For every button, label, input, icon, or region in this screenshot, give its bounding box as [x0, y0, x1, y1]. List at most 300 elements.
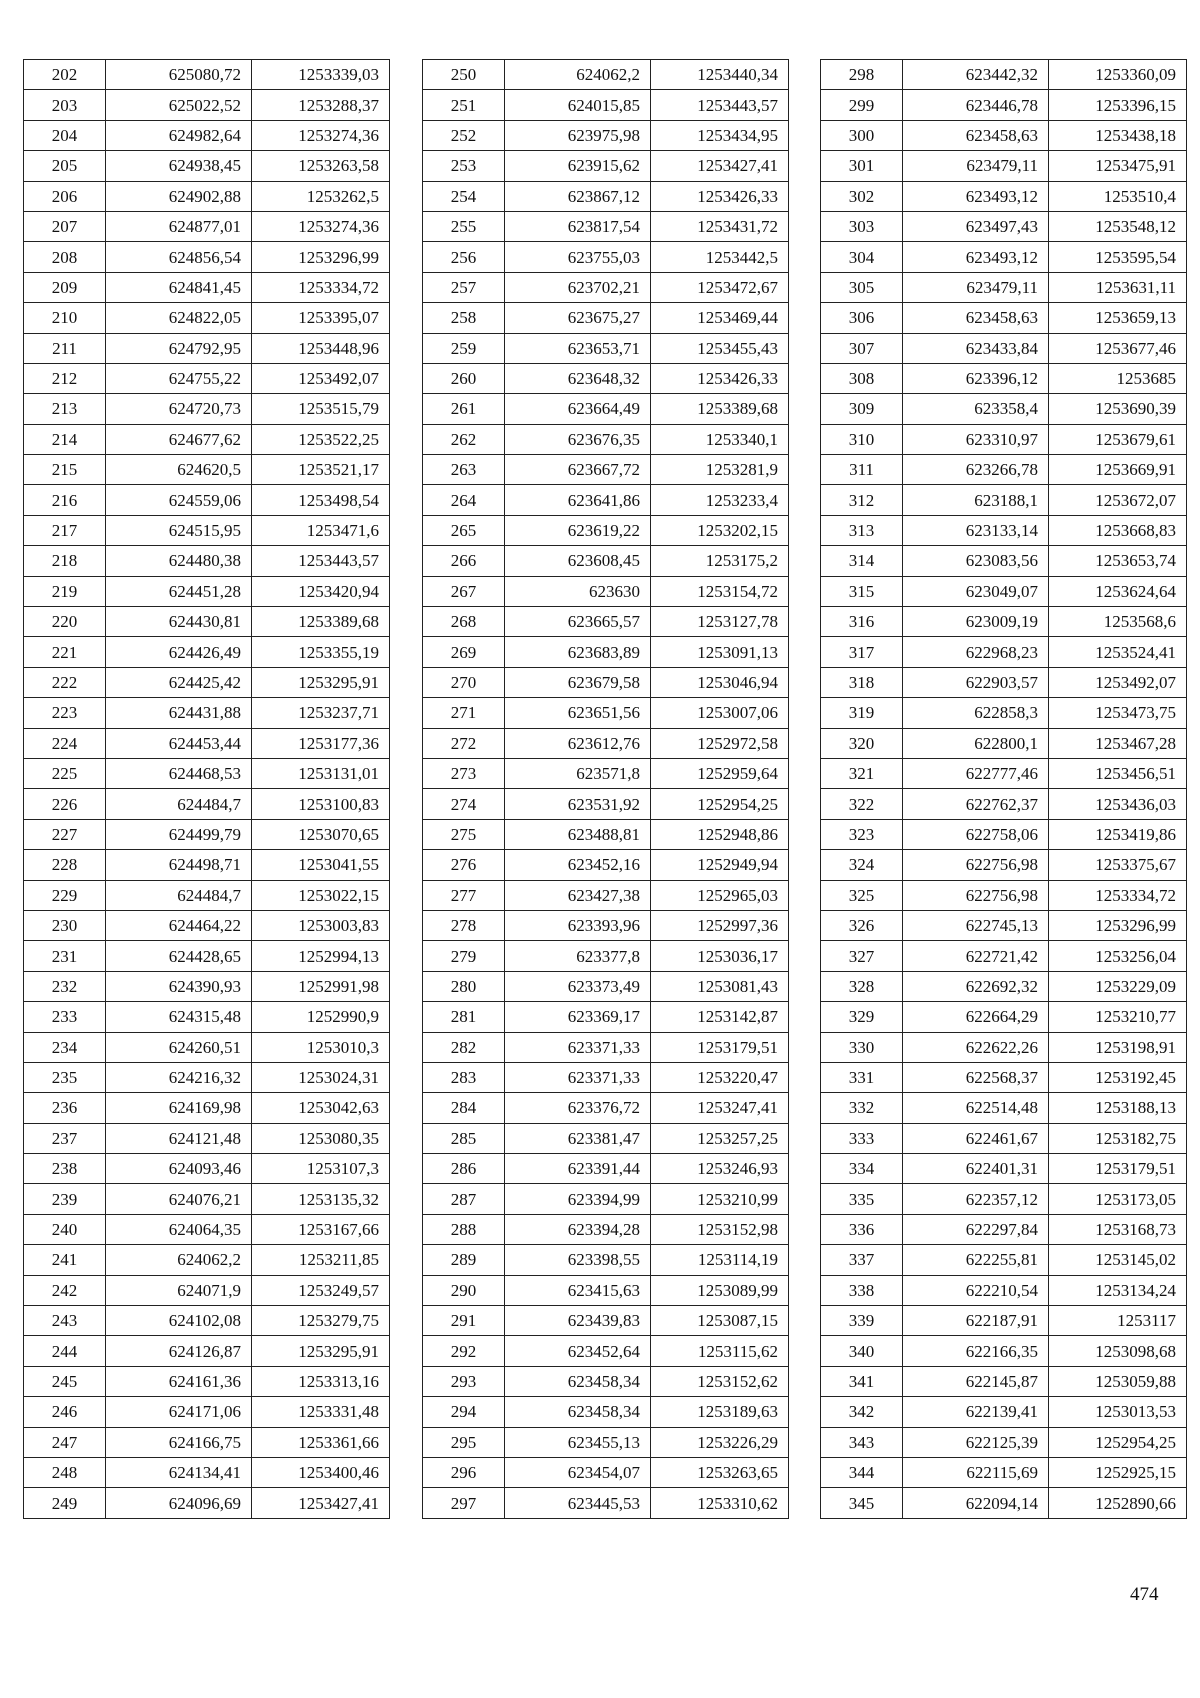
x-coordinate-cell: 623488,81 — [505, 819, 651, 849]
point-number-cell: 296 — [423, 1457, 505, 1487]
y-coordinate-cell: 1253142,87 — [651, 1002, 789, 1032]
table-row — [423, 1245, 789, 1275]
y-coordinate-cell: 1252972,58 — [651, 728, 789, 758]
x-coordinate-cell: 624096,69 — [106, 1488, 252, 1518]
table-row — [423, 1093, 789, 1123]
table-row — [24, 1275, 390, 1305]
y-coordinate-cell: 1253492,07 — [252, 363, 390, 393]
y-coordinate-cell: 1253177,36 — [252, 728, 390, 758]
point-number-cell: 240 — [24, 1214, 106, 1244]
y-coordinate-cell: 1253256,04 — [1049, 941, 1187, 971]
point-number-cell: 255 — [423, 211, 505, 241]
x-coordinate-cell: 623641,86 — [505, 485, 651, 515]
table-row — [821, 1245, 1187, 1275]
y-coordinate-cell: 1253440,34 — [651, 60, 789, 90]
x-coordinate-cell: 623458,34 — [505, 1397, 651, 1427]
table-row — [24, 880, 390, 910]
point-number-cell: 334 — [821, 1154, 903, 1184]
point-number-cell: 213 — [24, 394, 106, 424]
table-row — [423, 515, 789, 545]
x-coordinate-cell: 623458,34 — [505, 1366, 651, 1396]
y-coordinate-cell: 1253070,65 — [252, 819, 390, 849]
point-number-cell: 249 — [24, 1488, 106, 1518]
x-coordinate-cell: 623493,12 — [903, 181, 1049, 211]
y-coordinate-cell: 1253396,15 — [1049, 90, 1187, 120]
table-row — [821, 758, 1187, 788]
y-coordinate-cell: 1253438,18 — [1049, 120, 1187, 150]
point-number-cell: 208 — [24, 242, 106, 272]
point-number-cell: 338 — [821, 1275, 903, 1305]
point-number-cell: 313 — [821, 515, 903, 545]
table-row — [24, 1093, 390, 1123]
point-number-cell: 343 — [821, 1427, 903, 1457]
point-number-cell: 324 — [821, 850, 903, 880]
point-number-cell: 234 — [24, 1032, 106, 1062]
y-coordinate-cell: 1253355,19 — [252, 637, 390, 667]
y-coordinate-cell: 1253436,03 — [1049, 789, 1187, 819]
point-number-cell: 325 — [821, 880, 903, 910]
y-coordinate-cell: 1253173,05 — [1049, 1184, 1187, 1214]
y-coordinate-cell: 1253631,11 — [1049, 272, 1187, 302]
x-coordinate-cell: 623497,43 — [903, 211, 1049, 241]
x-coordinate-cell: 624877,01 — [106, 211, 252, 241]
table-row — [423, 1366, 789, 1396]
table-row — [24, 1002, 390, 1032]
x-coordinate-cell: 624453,44 — [106, 728, 252, 758]
point-number-cell: 317 — [821, 637, 903, 667]
y-coordinate-cell: 1253395,07 — [252, 303, 390, 333]
y-coordinate-cell: 1253046,94 — [651, 667, 789, 697]
y-coordinate-cell: 1253472,67 — [651, 272, 789, 302]
x-coordinate-cell: 624428,65 — [106, 941, 252, 971]
x-coordinate-cell: 622166,35 — [903, 1336, 1049, 1366]
table-row — [821, 424, 1187, 454]
y-coordinate-cell: 1253659,13 — [1049, 303, 1187, 333]
y-coordinate-cell: 1253220,47 — [651, 1062, 789, 1092]
x-coordinate-cell: 623442,32 — [903, 60, 1049, 90]
y-coordinate-cell: 1253127,78 — [651, 607, 789, 637]
point-number-cell: 226 — [24, 789, 106, 819]
x-coordinate-cell: 624499,79 — [106, 819, 252, 849]
x-coordinate-cell: 622777,46 — [903, 758, 1049, 788]
x-coordinate-cell: 623675,27 — [505, 303, 651, 333]
y-coordinate-cell: 1253041,55 — [252, 850, 390, 880]
y-coordinate-cell: 1253210,99 — [651, 1184, 789, 1214]
point-number-cell: 299 — [821, 90, 903, 120]
point-number-cell: 283 — [423, 1062, 505, 1092]
x-coordinate-cell: 624464,22 — [106, 910, 252, 940]
y-coordinate-cell: 1253115,62 — [651, 1336, 789, 1366]
y-coordinate-cell: 1253007,06 — [651, 698, 789, 728]
y-coordinate-cell: 1253179,51 — [651, 1032, 789, 1062]
y-coordinate-cell: 1253135,32 — [252, 1184, 390, 1214]
point-number-cell: 341 — [821, 1366, 903, 1396]
point-number-cell: 336 — [821, 1214, 903, 1244]
x-coordinate-cell: 624755,22 — [106, 363, 252, 393]
x-coordinate-cell: 624620,5 — [106, 455, 252, 485]
y-coordinate-cell: 1252954,25 — [1049, 1427, 1187, 1457]
point-number-cell: 227 — [24, 819, 106, 849]
point-number-cell: 209 — [24, 272, 106, 302]
point-number-cell: 264 — [423, 485, 505, 515]
y-coordinate-cell: 1253375,67 — [1049, 850, 1187, 880]
table-row — [24, 120, 390, 150]
x-coordinate-cell: 623454,07 — [505, 1457, 651, 1487]
y-coordinate-cell: 1253279,75 — [252, 1306, 390, 1336]
y-coordinate-cell: 1253152,62 — [651, 1366, 789, 1396]
table-row — [821, 1214, 1187, 1244]
x-coordinate-cell: 624166,75 — [106, 1427, 252, 1457]
x-coordinate-cell: 623867,12 — [505, 181, 651, 211]
point-number-cell: 292 — [423, 1336, 505, 1366]
table-row — [821, 1002, 1187, 1032]
table-row — [821, 151, 1187, 181]
table-row — [24, 1062, 390, 1092]
point-number-cell: 310 — [821, 424, 903, 454]
y-coordinate-cell: 1253340,1 — [651, 424, 789, 454]
table-row — [821, 1184, 1187, 1214]
point-number-cell: 304 — [821, 242, 903, 272]
x-coordinate-cell: 623371,33 — [505, 1062, 651, 1092]
x-coordinate-cell: 622297,84 — [903, 1214, 1049, 1244]
table-row — [24, 850, 390, 880]
x-coordinate-cell: 624515,95 — [106, 515, 252, 545]
x-coordinate-cell: 623915,62 — [505, 151, 651, 181]
point-number-cell: 288 — [423, 1214, 505, 1244]
point-number-cell: 265 — [423, 515, 505, 545]
point-number-cell: 241 — [24, 1245, 106, 1275]
y-coordinate-cell: 1253202,15 — [651, 515, 789, 545]
table-row — [423, 303, 789, 333]
y-coordinate-cell: 1253022,15 — [252, 880, 390, 910]
table-row — [24, 910, 390, 940]
y-coordinate-cell: 1253310,62 — [651, 1488, 789, 1518]
table-row — [423, 363, 789, 393]
point-number-cell: 321 — [821, 758, 903, 788]
point-number-cell: 233 — [24, 1002, 106, 1032]
x-coordinate-cell: 622664,29 — [903, 1002, 1049, 1032]
y-coordinate-cell: 1253473,75 — [1049, 698, 1187, 728]
y-coordinate-cell: 1253263,58 — [252, 151, 390, 181]
point-number-cell: 320 — [821, 728, 903, 758]
table-row — [821, 211, 1187, 241]
x-coordinate-cell: 623381,47 — [505, 1123, 651, 1153]
point-number-cell: 298 — [821, 60, 903, 90]
point-number-cell: 302 — [821, 181, 903, 211]
table-row — [24, 1245, 390, 1275]
x-coordinate-cell: 622514,48 — [903, 1093, 1049, 1123]
table-row — [423, 1214, 789, 1244]
point-number-cell: 305 — [821, 272, 903, 302]
table-row — [423, 1002, 789, 1032]
y-coordinate-cell: 1252925,15 — [1049, 1457, 1187, 1487]
point-number-cell: 202 — [24, 60, 106, 90]
x-coordinate-cell: 623531,92 — [505, 789, 651, 819]
y-coordinate-cell: 1253247,41 — [651, 1093, 789, 1123]
x-coordinate-cell: 623394,28 — [505, 1214, 651, 1244]
x-coordinate-cell: 623446,78 — [903, 90, 1049, 120]
table-row — [24, 789, 390, 819]
table-row — [423, 941, 789, 971]
point-number-cell: 229 — [24, 880, 106, 910]
point-number-cell: 261 — [423, 394, 505, 424]
point-number-cell: 314 — [821, 546, 903, 576]
y-coordinate-cell: 1253427,41 — [252, 1488, 390, 1518]
point-number-cell: 221 — [24, 637, 106, 667]
x-coordinate-cell: 623630 — [505, 576, 651, 606]
y-coordinate-cell: 1253010,3 — [252, 1032, 390, 1062]
point-number-cell: 289 — [423, 1245, 505, 1275]
table-row — [821, 1336, 1187, 1366]
table-row — [423, 546, 789, 576]
x-coordinate-cell: 623445,53 — [505, 1488, 651, 1518]
y-coordinate-cell: 1253059,88 — [1049, 1366, 1187, 1396]
point-number-cell: 308 — [821, 363, 903, 393]
table-row — [821, 880, 1187, 910]
x-coordinate-cell: 622094,14 — [903, 1488, 1049, 1518]
x-coordinate-cell: 624938,45 — [106, 151, 252, 181]
x-coordinate-cell: 624071,9 — [106, 1275, 252, 1305]
table-row — [423, 1397, 789, 1427]
x-coordinate-cell: 624480,38 — [106, 546, 252, 576]
x-coordinate-cell: 624171,06 — [106, 1397, 252, 1427]
point-number-cell: 239 — [24, 1184, 106, 1214]
point-number-cell: 271 — [423, 698, 505, 728]
x-coordinate-cell: 623667,72 — [505, 455, 651, 485]
table-row — [24, 211, 390, 241]
point-number-cell: 306 — [821, 303, 903, 333]
point-number-cell: 251 — [423, 90, 505, 120]
point-number-cell: 329 — [821, 1002, 903, 1032]
x-coordinate-cell: 624121,48 — [106, 1123, 252, 1153]
y-coordinate-cell: 1253668,83 — [1049, 515, 1187, 545]
x-coordinate-cell: 623612,76 — [505, 728, 651, 758]
y-coordinate-cell: 1253524,41 — [1049, 637, 1187, 667]
y-coordinate-cell: 1252890,66 — [1049, 1488, 1187, 1518]
table-row — [423, 485, 789, 515]
point-number-cell: 216 — [24, 485, 106, 515]
x-coordinate-cell: 623427,38 — [505, 880, 651, 910]
y-coordinate-cell: 1253522,25 — [252, 424, 390, 454]
x-coordinate-cell: 624260,51 — [106, 1032, 252, 1062]
table-row — [24, 1488, 390, 1518]
point-number-cell: 323 — [821, 819, 903, 849]
x-coordinate-cell: 624161,36 — [106, 1366, 252, 1396]
x-coordinate-cell: 624315,48 — [106, 1002, 252, 1032]
table-row — [821, 394, 1187, 424]
point-number-cell: 205 — [24, 151, 106, 181]
table-row — [423, 637, 789, 667]
y-coordinate-cell: 1253154,72 — [651, 576, 789, 606]
x-coordinate-cell: 623458,63 — [903, 303, 1049, 333]
x-coordinate-cell: 623455,13 — [505, 1427, 651, 1457]
point-number-cell: 297 — [423, 1488, 505, 1518]
y-coordinate-cell: 1253426,33 — [651, 363, 789, 393]
x-coordinate-cell: 622125,39 — [903, 1427, 1049, 1457]
y-coordinate-cell: 1253226,29 — [651, 1427, 789, 1457]
x-coordinate-cell: 623702,21 — [505, 272, 651, 302]
x-coordinate-cell: 624390,93 — [106, 971, 252, 1001]
point-number-cell: 269 — [423, 637, 505, 667]
x-coordinate-cell: 622903,57 — [903, 667, 1049, 697]
point-number-cell: 222 — [24, 667, 106, 697]
y-coordinate-cell: 1253510,4 — [1049, 181, 1187, 211]
x-coordinate-cell: 622756,98 — [903, 880, 1049, 910]
point-number-cell: 318 — [821, 667, 903, 697]
y-coordinate-cell: 1253229,09 — [1049, 971, 1187, 1001]
y-coordinate-cell: 1253107,3 — [252, 1154, 390, 1184]
point-number-cell: 257 — [423, 272, 505, 302]
y-coordinate-cell: 1253442,5 — [651, 242, 789, 272]
table-row — [821, 850, 1187, 880]
y-coordinate-cell: 1253521,17 — [252, 455, 390, 485]
table-row — [24, 363, 390, 393]
y-coordinate-cell: 1253420,94 — [252, 576, 390, 606]
x-coordinate-cell: 623648,32 — [505, 363, 651, 393]
x-coordinate-cell: 623664,49 — [505, 394, 651, 424]
y-coordinate-cell: 1253456,51 — [1049, 758, 1187, 788]
point-number-cell: 344 — [821, 1457, 903, 1487]
point-number-cell: 275 — [423, 819, 505, 849]
point-number-cell: 281 — [423, 1002, 505, 1032]
y-coordinate-cell: 1253179,51 — [1049, 1154, 1187, 1184]
table-row — [821, 60, 1187, 90]
y-coordinate-cell: 1253419,86 — [1049, 819, 1187, 849]
table-row — [24, 333, 390, 363]
table-row — [24, 1457, 390, 1487]
page-number: 474 — [1130, 1584, 1159, 1605]
y-coordinate-cell: 1253498,54 — [252, 485, 390, 515]
x-coordinate-cell: 624169,98 — [106, 1093, 252, 1123]
point-number-cell: 262 — [423, 424, 505, 454]
point-number-cell: 238 — [24, 1154, 106, 1184]
y-coordinate-cell: 1253475,91 — [1049, 151, 1187, 181]
x-coordinate-cell: 622692,32 — [903, 971, 1049, 1001]
table-row — [423, 819, 789, 849]
table-row — [821, 1032, 1187, 1062]
y-coordinate-cell: 1253036,17 — [651, 941, 789, 971]
x-coordinate-cell: 622858,3 — [903, 698, 1049, 728]
table-row — [821, 1275, 1187, 1305]
coordinate-table-1 — [23, 59, 390, 1519]
x-coordinate-cell: 623310,97 — [903, 424, 1049, 454]
point-number-cell: 243 — [24, 1306, 106, 1336]
y-coordinate-cell: 1252994,13 — [252, 941, 390, 971]
y-coordinate-cell: 1252990,9 — [252, 1002, 390, 1032]
x-coordinate-cell: 624134,41 — [106, 1457, 252, 1487]
y-coordinate-cell: 1253679,61 — [1049, 424, 1187, 454]
x-coordinate-cell: 624126,87 — [106, 1336, 252, 1366]
x-coordinate-cell: 624064,35 — [106, 1214, 252, 1244]
y-coordinate-cell: 1253210,77 — [1049, 1002, 1187, 1032]
y-coordinate-cell: 1253117 — [1049, 1306, 1187, 1336]
point-number-cell: 311 — [821, 455, 903, 485]
table-row — [24, 1366, 390, 1396]
point-number-cell: 268 — [423, 607, 505, 637]
y-coordinate-cell: 1253281,9 — [651, 455, 789, 485]
point-number-cell: 295 — [423, 1427, 505, 1457]
x-coordinate-cell: 624498,71 — [106, 850, 252, 880]
table-row — [821, 607, 1187, 637]
x-coordinate-cell: 623393,96 — [505, 910, 651, 940]
x-coordinate-cell: 622401,31 — [903, 1154, 1049, 1184]
y-coordinate-cell: 1253653,74 — [1049, 546, 1187, 576]
table-row — [24, 941, 390, 971]
y-coordinate-cell: 1253089,99 — [651, 1275, 789, 1305]
x-coordinate-cell: 622745,13 — [903, 910, 1049, 940]
x-coordinate-cell: 624062,2 — [505, 60, 651, 90]
x-coordinate-cell: 623683,89 — [505, 637, 651, 667]
table-row — [821, 272, 1187, 302]
point-number-cell: 280 — [423, 971, 505, 1001]
y-coordinate-cell: 1253685 — [1049, 363, 1187, 393]
point-number-cell: 279 — [423, 941, 505, 971]
table-row — [423, 424, 789, 454]
point-number-cell: 207 — [24, 211, 106, 241]
table-row — [423, 880, 789, 910]
x-coordinate-cell: 623619,22 — [505, 515, 651, 545]
x-coordinate-cell: 623049,07 — [903, 576, 1049, 606]
x-coordinate-cell: 624856,54 — [106, 242, 252, 272]
x-coordinate-cell: 623398,55 — [505, 1245, 651, 1275]
table-row — [821, 546, 1187, 576]
table-row — [423, 120, 789, 150]
point-number-cell: 322 — [821, 789, 903, 819]
y-coordinate-cell: 1253198,91 — [1049, 1032, 1187, 1062]
y-coordinate-cell: 1253443,57 — [252, 546, 390, 576]
y-coordinate-cell: 1253455,43 — [651, 333, 789, 363]
y-coordinate-cell: 1253257,25 — [651, 1123, 789, 1153]
coordinate-table-body — [821, 60, 1187, 1519]
y-coordinate-cell: 1252965,03 — [651, 880, 789, 910]
table-row — [24, 1154, 390, 1184]
point-number-cell: 254 — [423, 181, 505, 211]
point-number-cell: 245 — [24, 1366, 106, 1396]
x-coordinate-cell: 624425,42 — [106, 667, 252, 697]
point-number-cell: 237 — [24, 1123, 106, 1153]
point-number-cell: 285 — [423, 1123, 505, 1153]
point-number-cell: 258 — [423, 303, 505, 333]
y-coordinate-cell: 1253434,95 — [651, 120, 789, 150]
x-coordinate-cell: 624216,32 — [106, 1062, 252, 1092]
point-number-cell: 303 — [821, 211, 903, 241]
x-coordinate-cell: 624062,2 — [106, 1245, 252, 1275]
x-coordinate-cell: 623415,63 — [505, 1275, 651, 1305]
y-coordinate-cell: 1252954,25 — [651, 789, 789, 819]
point-number-cell: 331 — [821, 1062, 903, 1092]
point-number-cell: 215 — [24, 455, 106, 485]
point-number-cell: 236 — [24, 1093, 106, 1123]
table-row — [24, 728, 390, 758]
table-row — [423, 576, 789, 606]
x-coordinate-cell: 623571,8 — [505, 758, 651, 788]
table-row — [24, 303, 390, 333]
x-coordinate-cell: 623369,17 — [505, 1002, 651, 1032]
y-coordinate-cell: 1253624,64 — [1049, 576, 1187, 606]
table-row — [423, 272, 789, 302]
x-coordinate-cell: 624484,7 — [106, 880, 252, 910]
table-row — [821, 120, 1187, 150]
y-coordinate-cell: 1253361,66 — [252, 1427, 390, 1457]
table-row — [423, 1275, 789, 1305]
point-number-cell: 266 — [423, 546, 505, 576]
x-coordinate-cell: 624792,95 — [106, 333, 252, 363]
y-coordinate-cell: 1253339,03 — [252, 60, 390, 90]
table-row — [423, 1336, 789, 1366]
x-coordinate-cell: 623679,58 — [505, 667, 651, 697]
table-row — [821, 455, 1187, 485]
point-number-cell: 328 — [821, 971, 903, 1001]
